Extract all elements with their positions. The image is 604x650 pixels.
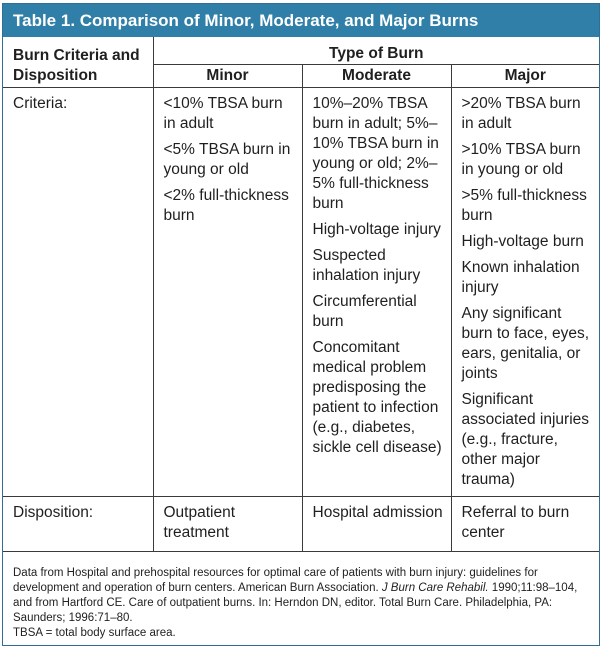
criteria-major-item: >10% TBSA burn in young or old <box>461 141 581 178</box>
criteria-row <box>3 88 599 497</box>
criteria-major-item: Any significant burn to face, eyes, ears, genitalia, or joints <box>461 305 590 382</box>
disposition-moderate-cell <box>302 497 451 552</box>
header-minor: Minor <box>206 67 249 84</box>
criteria-minor-item: <10% TBSA burn in adult <box>163 95 283 132</box>
disposition-row <box>3 497 599 552</box>
header-burn-criteria: Burn Criteria and Disposition <box>13 47 140 84</box>
criteria-minor-cell <box>153 88 302 497</box>
footnote-part2: 1990;11:98–104, and from Hartford CE. Care of outpatient burns. In: Herndon DN, editor. Total Burn Care. Philadelphia, PA: Saunders; 1996:71–80. <box>13 582 578 624</box>
criteria-moderate-cell <box>302 88 451 497</box>
header-moderate-cell <box>302 65 451 88</box>
criteria-moderate-item: 10%–20% TBSA burn in adult; 5%–10% TBSA burn in young or old; 2%–5% full-thickness burn <box>312 95 439 212</box>
footnote-journal: J Burn Care Rehabil. <box>381 582 489 594</box>
criteria-major-item: >20% TBSA burn in adult <box>461 95 581 132</box>
header-row-group <box>3 37 599 65</box>
criteria-moderate-item: Concomitant medical problem predisposing the patient to infection (e.g., diabetes, sickle cell disease) <box>312 339 442 456</box>
criteria-major-item: >5% full-thickness burn <box>461 187 587 224</box>
disposition-label-cell <box>3 497 153 552</box>
disposition-minor: Outpatient treatment <box>163 504 236 541</box>
disposition-major-cell <box>451 497 599 552</box>
table-grid <box>3 37 599 551</box>
burn-comparison-table <box>2 3 600 646</box>
criteria-major-item: Significant associated injuries (e.g., fracture, other major trauma) <box>461 391 590 488</box>
disposition-minor-cell <box>153 497 302 552</box>
criteria-major-item: High-voltage burn <box>461 233 584 250</box>
header-major: Major <box>504 67 546 84</box>
criteria-label-cell <box>3 88 153 497</box>
criteria-moderate-item: Suspected inhalation injury <box>312 247 421 284</box>
header-type-cell <box>153 37 599 65</box>
disposition-moderate: Hospital admission <box>312 504 443 521</box>
criteria-major-item: Known inhalation injury <box>461 259 580 296</box>
header-left-cell <box>3 37 153 88</box>
header-major-cell <box>451 65 599 88</box>
criteria-minor-item: <5% TBSA burn in young or old <box>163 141 291 178</box>
table-title: Table 1. Comparison of Minor, Moderate, and Major Burns <box>3 4 599 37</box>
footnote-abbreviation: TBSA = total body surface area. <box>13 627 176 639</box>
footnote-part1: Data from Hospital and prehospital resources for optimal care of patients with burn injury: guidelines for development and operation of burn centers. American Burn Association. <box>13 567 538 594</box>
criteria-major-cell <box>451 88 599 497</box>
criteria-label: Criteria: <box>13 95 68 112</box>
disposition-major: Referral to burn center <box>461 504 570 541</box>
footnote-source <box>13 566 589 626</box>
table-footnote <box>3 551 599 641</box>
disposition-label: Disposition: <box>13 504 94 521</box>
header-type-of-burn: Type of Burn <box>329 45 424 62</box>
header-minor-cell <box>153 65 302 88</box>
header-moderate: Moderate <box>342 67 411 84</box>
criteria-moderate-item: Circumferential burn <box>312 293 417 330</box>
criteria-moderate-item: High-voltage injury <box>312 221 441 238</box>
criteria-minor-item: <2% full-thickness burn <box>163 187 289 224</box>
